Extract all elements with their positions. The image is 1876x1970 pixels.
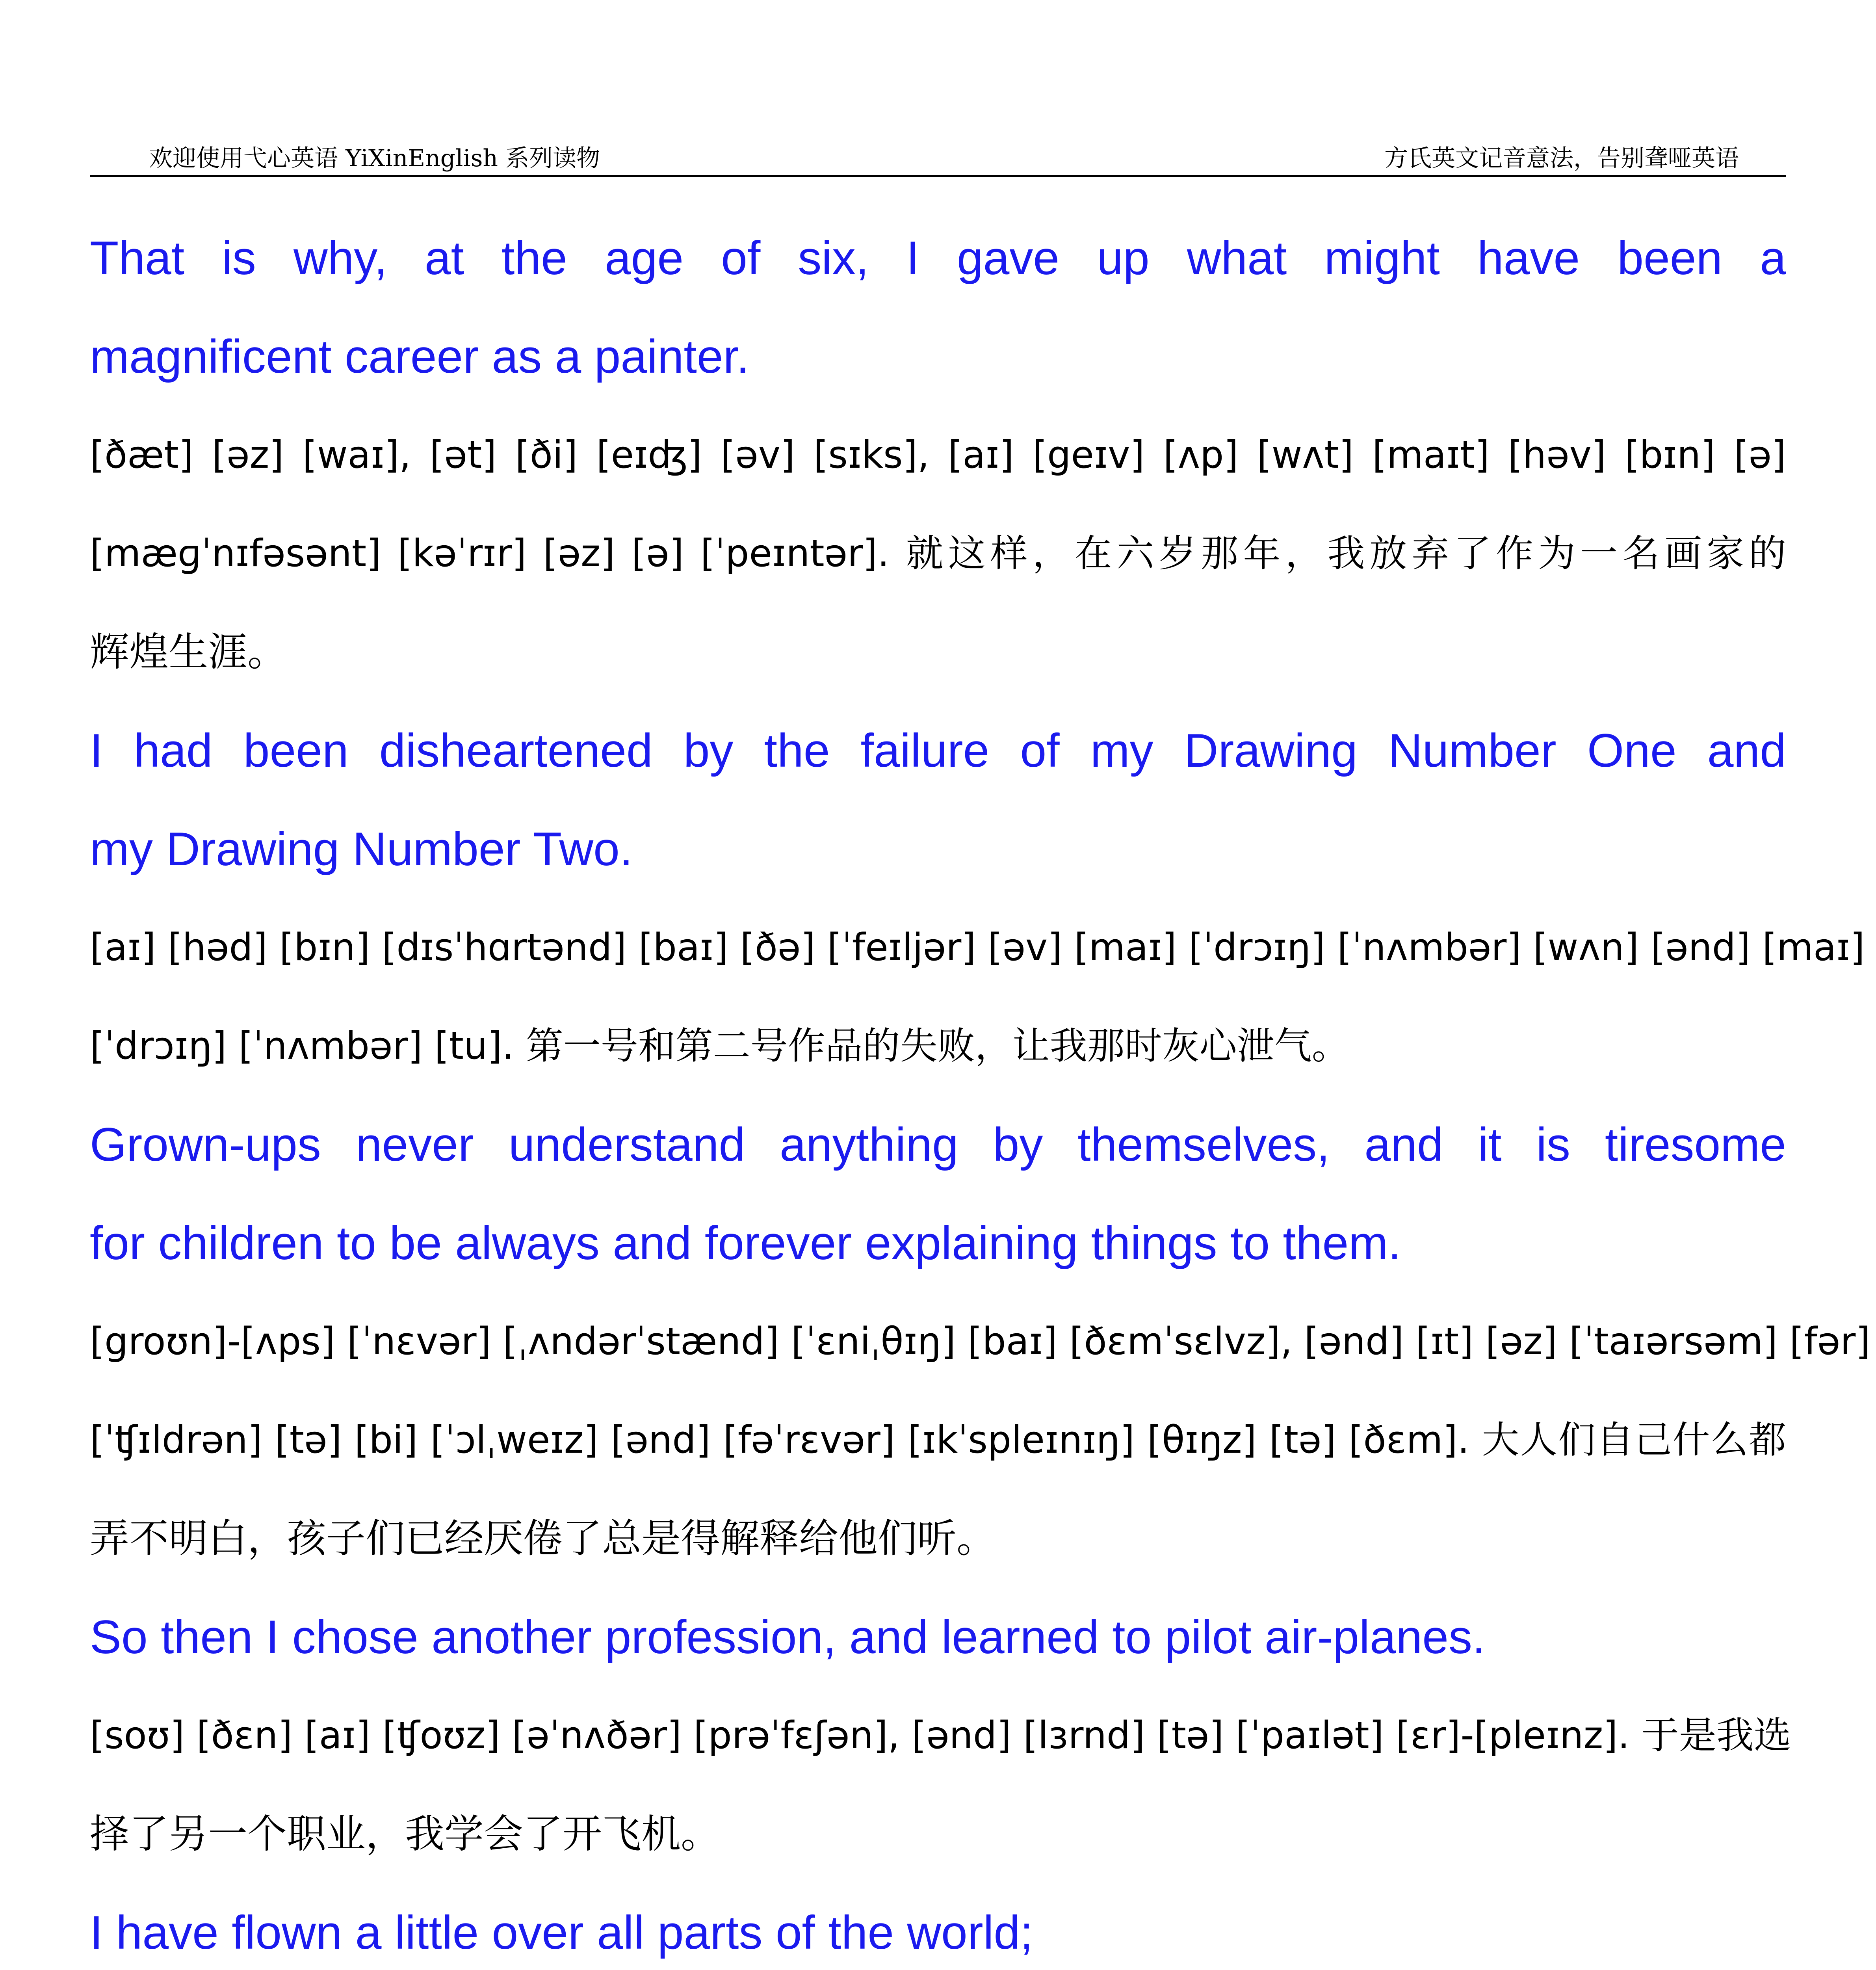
ipa-transcription-line: [mæɡˈnɪfəsənt] [kəˈrɪr] [əz] [ə] [ˈpeɪntər]. 就这样，在六岁那年，我放弃了作为一名画家的 (90, 532, 1786, 575)
paragraph-5 (90, 1883, 1786, 1970)
chinese-translation-line: 辉煌生涯。 (90, 629, 287, 675)
chinese-translation-line: 弄不明白，孩子们已经厌倦了总是得解释给他们听。 (90, 1515, 996, 1561)
ipa-transcription-line: [ˈdrɔɪŋ] [ˈnʌmbər] [tu]. 第一号和第二号作品的失败，让我那时灰心泄气。 (90, 1024, 1349, 1068)
paragraph-1 (90, 209, 1786, 701)
page-header (90, 139, 1786, 177)
chinese-translation-line: 择了另一个职业，我学会了开飞机。 (90, 1811, 720, 1857)
paragraph-4 (90, 1588, 1791, 1883)
english-sentence-line: I have flown a little over all parts of the world; (90, 1906, 1033, 1959)
paragraph-2 (90, 701, 1865, 1095)
ipa-transcription-line: [groʊn]-[ʌps] [ˈnɛvər] [ˌʌndərˈstænd] [ˈɛniˌθɪŋ] [baɪ] [ðɛmˈsɛlvz], [ənd] [ɪt] [əz] [ˈtaɪərsəm] [fər] (90, 1320, 1870, 1363)
reading-content (90, 209, 1870, 1970)
ipa-transcription-line: [ðæt] [əz] [waɪ], [ət] [ði] [eɪʤ] [əv] [sɪks], [aɪ] [geɪv] [ʌp] [wʌt] [maɪt] [həv] [bɪn] [ə] (90, 433, 1786, 477)
english-sentence-line: Grown-ups never understand anything by themselves, and it is tiresome (90, 1118, 1786, 1171)
header-series-title: 欢迎使用弋心英语 YiXinEnglish 系列读物 (149, 145, 600, 172)
english-sentence-line: magnificent career as a painter. (90, 330, 750, 383)
english-sentence-line: my Drawing Number Two. (90, 823, 633, 875)
ipa-transcription-line: [ˈʧɪldrən] [tə] [bi] [ˈɔlˌweɪz] [ənd] [fəˈrɛvər] [ɪkˈspleɪnɪŋ] [θɪŋz] [tə] [ðɛm]. 大人们自己什么都 (90, 1418, 1786, 1462)
paragraph-3 (90, 1095, 1870, 1588)
english-sentence-line: for children to be always and forever explaining things to them. (90, 1217, 1401, 1269)
english-sentence-line: That is why, at the age of six, I gave up what might have been a (90, 232, 1786, 284)
header-method-title: 方氏英文记音意法，告别聋哑英语 (1384, 145, 1739, 172)
ipa-transcription-line: [soʊ] [ðɛn] [aɪ] [ʧoʊz] [əˈnʌðər] [prəˈfɛʃən], [ənd] [lɜrnd] [tə] [ˈpaɪlət] [ɛr]-[pleɪnz]. 于是我选 (90, 1714, 1791, 1757)
english-sentence-line: So then I chose another profession, and learned to pilot air-planes. (90, 1611, 1486, 1663)
english-sentence-line: I had been disheartened by the failure of my Drawing Number One and (90, 724, 1786, 777)
ipa-transcription-line: [aɪ] [həd] [bɪn] [dɪsˈhɑrtənd] [baɪ] [ðə] [ˈfeɪljər] [əv] [maɪ] [ˈdrɔɪŋ] [ˈnʌmbər] [wʌn] [ənd] [maɪ] (90, 926, 1865, 969)
